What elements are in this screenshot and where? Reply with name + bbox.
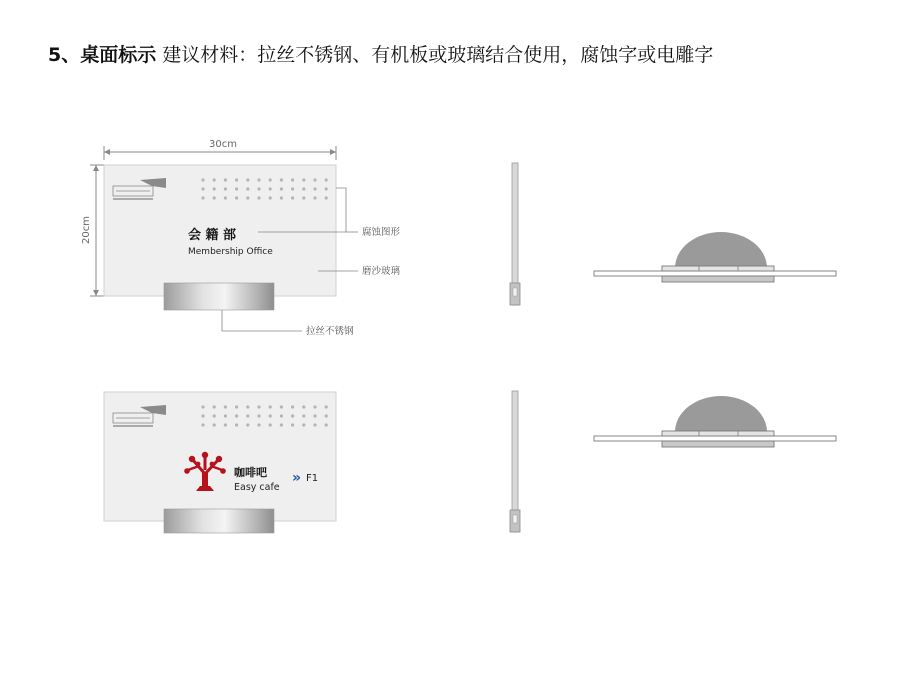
etched-dot [257,405,260,408]
sign2-side-view [510,391,520,532]
heading-materials-text: 建议材料：拉丝不锈钢、有机板或玻璃结合使用，腐蚀字或电雕字 [162,44,714,66]
etched-dot [291,423,294,426]
width-dimension [104,139,336,160]
etched-dot [291,196,294,199]
etched-dot [325,414,328,417]
etched-dot [224,414,227,417]
etched-dot [302,414,305,417]
etched-dot [257,423,260,426]
etched-dot [213,405,216,408]
sign2-name-cn: 咖啡吧 [234,466,267,479]
sign2-floor-label: F1 [306,473,319,484]
etched-dot [280,414,283,417]
heading-section-title: 5、桌面标示 [48,44,157,66]
etched-dot [325,423,328,426]
etched-dot [235,423,238,426]
etched-dot [302,423,305,426]
sign1-front-view [81,139,401,337]
sign1-department-en: Membership Office [188,247,273,257]
etched-dot [280,196,283,199]
etched-dot [235,178,238,181]
etched-dot [246,196,249,199]
etched-dot [257,178,260,181]
sign1-top-semicircle [675,232,767,268]
etched-dot [235,405,238,408]
etched-dot [201,178,204,181]
callout-etched-pattern-label: 腐蚀图形 [362,227,401,238]
etched-dot [224,405,227,408]
etched-dot [235,196,238,199]
etched-dot [313,196,316,199]
etched-dot [302,178,305,181]
etched-dot [246,187,249,190]
etched-dot [201,196,204,199]
etched-dot [269,414,272,417]
etched-dot [246,405,249,408]
etched-dot [280,187,283,190]
etched-dot [302,187,305,190]
etched-dot [235,414,238,417]
etched-dot [280,178,283,181]
etched-dot [257,196,260,199]
etched-dot [235,187,238,190]
etched-dot [213,178,216,181]
etched-dot [325,405,328,408]
etched-dot [291,414,294,417]
etched-dot [246,178,249,181]
sign1-steel-base [164,283,274,310]
etched-dot [201,423,204,426]
height-label: 20cm [81,216,92,244]
etched-dot [257,414,260,417]
etched-dot [213,196,216,199]
sign1-top-view [594,232,836,282]
callout-frosted-glass-label: 磨沙玻璃 [362,266,401,277]
etched-dot [302,196,305,199]
etched-dot [201,187,204,190]
etched-dot [201,405,204,408]
etched-dot [224,187,227,190]
etched-dot [313,405,316,408]
etched-dot [325,187,328,190]
etched-dot [269,187,272,190]
sign2-front-view [104,392,336,533]
etched-dot [313,187,316,190]
sign2-top-semicircle [675,396,767,432]
callout-brushed-steel [222,310,354,337]
etched-dot [325,196,328,199]
etched-dot [291,187,294,190]
etched-dot [313,423,316,426]
etched-dot [201,414,204,417]
etched-dot [291,178,294,181]
etched-dot [213,423,216,426]
etched-dot [291,405,294,408]
callout-brushed-steel-label: 拉丝不锈钢 [306,326,354,337]
height-dimension [81,165,104,296]
etched-dot [313,414,316,417]
sign2-top-view [594,396,836,447]
etched-dot [280,405,283,408]
etched-dot [213,414,216,417]
etched-dot [246,414,249,417]
etched-dot [246,423,249,426]
sign2-name-en: Easy cafe [234,482,280,493]
etched-dot [224,423,227,426]
etched-dot [302,405,305,408]
width-label: 30cm [209,139,237,150]
etched-dot [224,196,227,199]
sign1-side-view [510,163,520,305]
etched-dot [280,423,283,426]
etched-dot [325,178,328,181]
sign1-department-cn: 会 籍 部 [188,228,237,243]
direction-arrow-icon: » [292,470,302,486]
sign2-steel-base [164,509,274,533]
etched-dot [269,423,272,426]
etched-dot [224,178,227,181]
etched-dot [213,187,216,190]
etched-dot [269,178,272,181]
etched-dot [257,187,260,190]
etched-dot [269,405,272,408]
etched-dot [313,178,316,181]
etched-dot [269,196,272,199]
